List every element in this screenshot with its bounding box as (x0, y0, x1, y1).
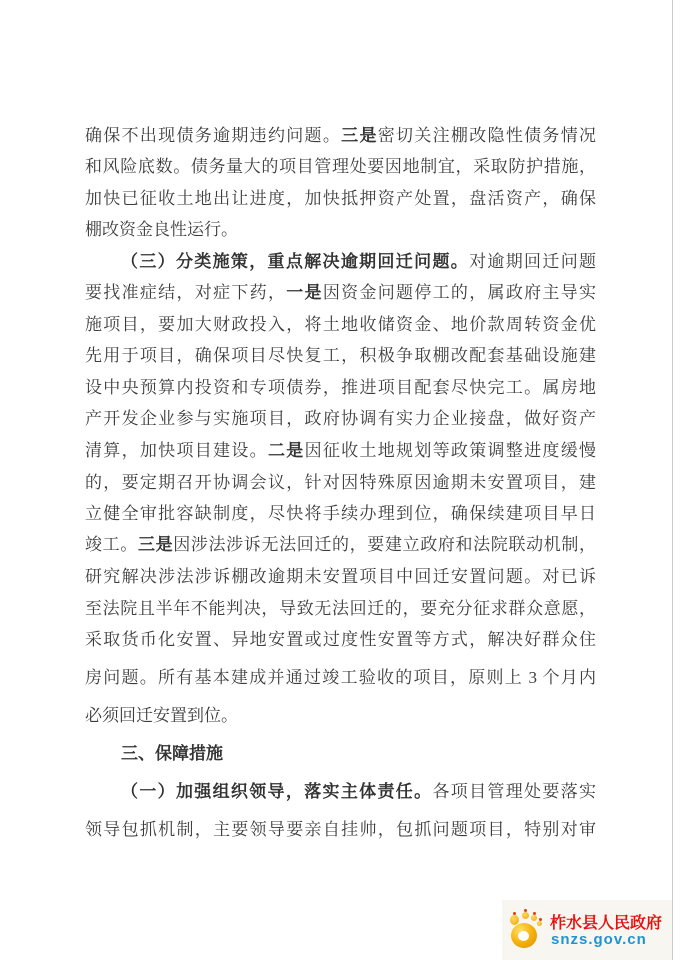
text-line (85, 503, 596, 527)
page-edge-line (672, 0, 673, 960)
body-text-segment: 竣工。 (85, 535, 138, 554)
body-text-segment: 设中央预算内投资和专项债券，推进项目配套尽快完工。属房地 (85, 378, 596, 397)
text-line (85, 377, 596, 401)
body-text-segment: 房问题。所有基本建成并通过竣工验收的项目，原则上 3 个月内 (85, 668, 596, 687)
bold-text-segment: 三是 (341, 126, 378, 145)
bold-text-segment: （三）分类施策，重点解决逾期回迁问题。 (121, 252, 470, 271)
body-text-segment: 产开发企业参与实施项目，政府协调有实力企业接盘，做好资产 (85, 409, 596, 428)
body-text-segment: 至法院且半年不能判决，导致无法回迁的，要充分征求群众意愿， (85, 599, 596, 618)
bold-text-segment: 三是 (137, 535, 174, 554)
text-line (85, 251, 596, 275)
text-line (85, 667, 596, 691)
body-text-segment: 和风险底数。债务量大的项目管理处要因地制宜，采取防护措施， (85, 157, 596, 176)
text-line (85, 440, 596, 464)
text-line (85, 819, 596, 843)
paw-pad-hole (518, 931, 529, 941)
text-line (85, 282, 596, 306)
body-text-segment: 棚改资金良性运行。 (85, 220, 238, 239)
bold-text-segment: 一是 (286, 283, 323, 302)
body-text-segment: 必须回迁安置到位。 (85, 706, 238, 725)
text-line (85, 125, 596, 149)
body-text-segment: 采取货币化安置、异地安置或过度性安置等方式，解决好群众住 (85, 630, 596, 649)
body-text-segment: 领导包抓机制，主要领导要亲自挂帅，包抓问题项目，特别对审 (85, 820, 596, 839)
body-text-segment: 因资金问题停工的，属政府主导实 (322, 283, 597, 302)
body-text-segment: 研究解决涉法涉诉棚改逾期未安置项目中回迁安置问题。对已诉 (85, 567, 596, 586)
text-line (85, 472, 596, 496)
body-text-segment: 清算，加快项目建设。 (85, 441, 268, 460)
body-text-segment: 因涉法涉诉无法回迁的，要建立政府和法院联动机制， (173, 535, 597, 554)
paw-icon (510, 912, 548, 950)
body-text-segment: 因征收土地规划等政策调整进度缓慢 (304, 441, 597, 460)
body-text-segment: 的，要定期召开协调会议，针对因特殊原因逾期未安置项目，建 (85, 473, 596, 492)
text-line (85, 408, 596, 432)
body-text-segment: 对逾期回迁问题 (469, 252, 597, 271)
text-line (85, 219, 596, 243)
text-line (85, 566, 596, 590)
body-text-segment: 立健全审批容缺制度，尽快将手续办理到位，确保续建项目早日 (85, 504, 596, 523)
text-line (85, 705, 596, 729)
text-line (85, 188, 596, 212)
paw-toe (522, 912, 529, 919)
site-logo (502, 900, 672, 960)
body-text-segment: 密切关注棚改隐性债务情况 (377, 126, 597, 145)
text-line (85, 534, 596, 558)
paw-toe (531, 915, 537, 921)
body-text-segment: 要找准症结，对症下药， (85, 283, 287, 302)
paw-toe (537, 921, 542, 926)
text-line (85, 156, 596, 180)
site-name-text: 柞水县人民政府 (550, 915, 663, 932)
text-line (85, 743, 596, 767)
text-line (85, 345, 596, 369)
bold-text-segment: 二是 (267, 441, 305, 460)
text-line (85, 598, 596, 622)
body-text-segment: 施项目，要加大财政投入，将土地收储资金、地价款周转资金优 (85, 315, 596, 334)
text-line (85, 314, 596, 338)
body-text-segment: 先用于项目，确保项目尽快复工，积极争取棚改配套基础设施建 (85, 346, 596, 365)
text-line (85, 781, 596, 805)
body-text-segment: 各项目管理处要落实 (432, 782, 597, 801)
site-url-text: snzs.gov.cn (551, 931, 647, 948)
bold-text-segment: （一）加强组织领导，落实主体责任。 (121, 782, 433, 801)
body-text-segment: 加快已征收土地出让进度，加快抵押资产处置，盘活资产，确保 (85, 189, 596, 208)
body-text-segment: 确保不出现债务逾期违约问题。 (85, 126, 342, 145)
bold-text-segment: 三、保障措施 (121, 744, 223, 763)
text-line (85, 629, 596, 653)
